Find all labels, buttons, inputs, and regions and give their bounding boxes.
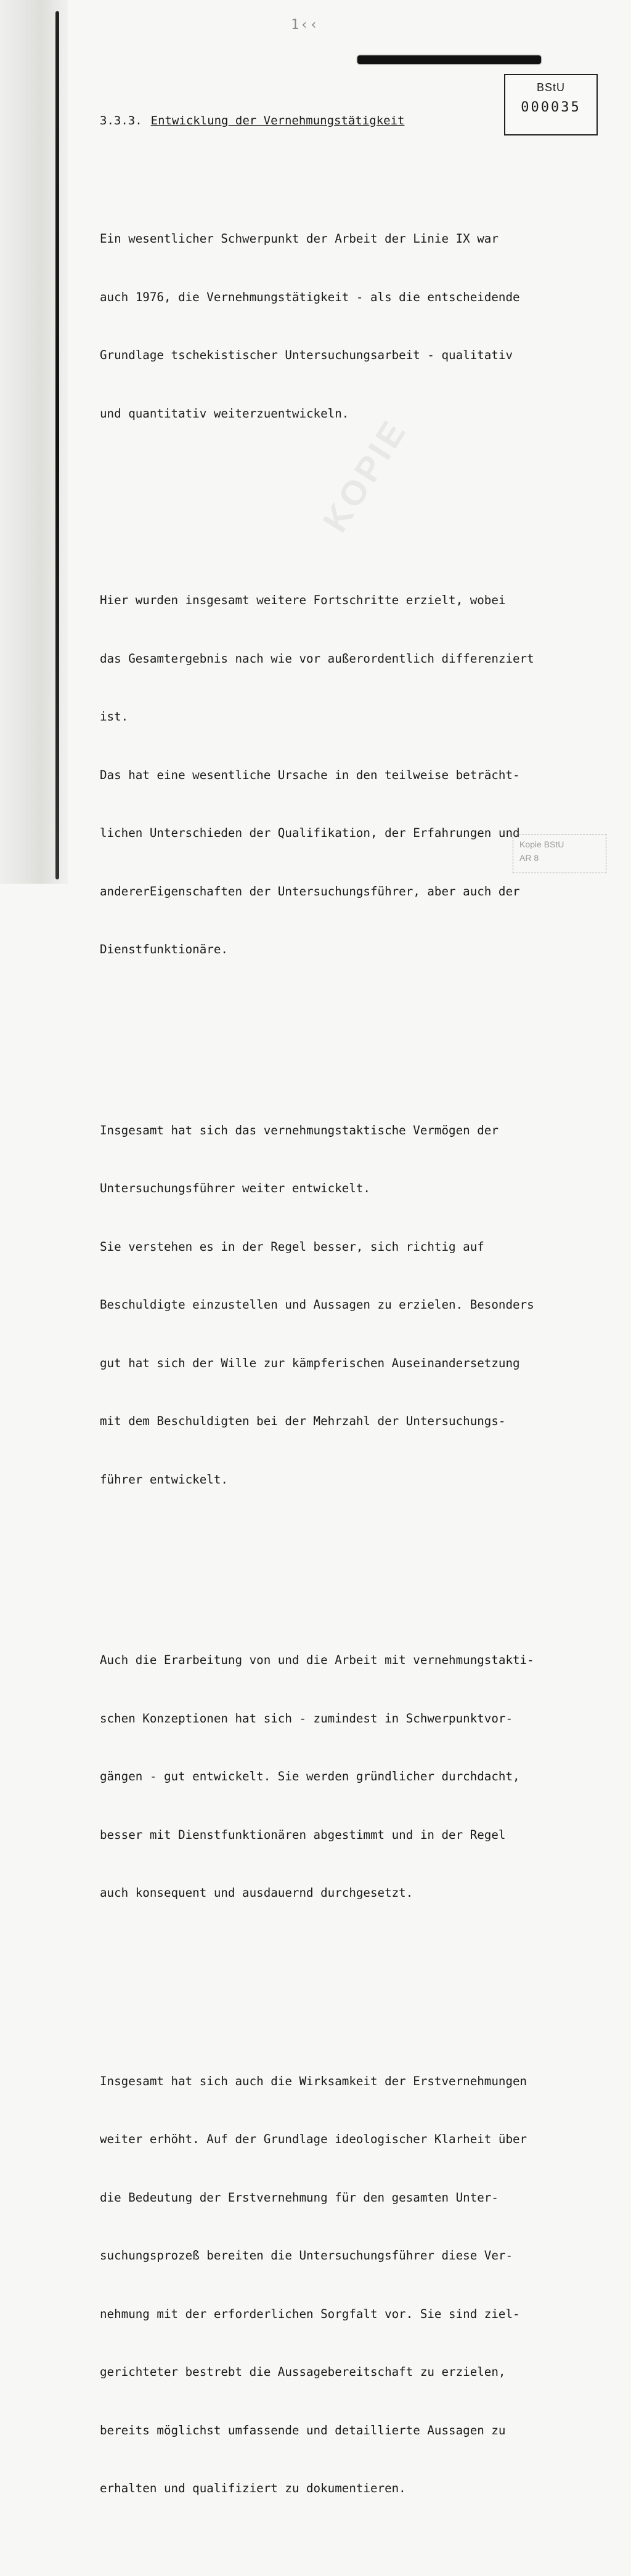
text-line: gängen - gut entwickelt. Sie werden gründlicher durchdacht, bbox=[100, 1769, 520, 1783]
page-number: 1‹‹ bbox=[291, 17, 319, 33]
archive-stamp-org: BStU bbox=[536, 81, 565, 94]
text-line: Insgesamt hat sich das vernehmungstaktische Vermögen der bbox=[100, 1123, 499, 1137]
binding-line bbox=[55, 11, 59, 879]
text-line: Auch die Erarbeitung von und die Arbeit mit vernehmungstakti- bbox=[100, 1653, 534, 1667]
text-line: auch konsequent und ausdauernd durchgesetzt. bbox=[100, 1886, 413, 1900]
text-line: lichen Unterschieden der Qualifikation, der Erfahrungen und bbox=[100, 826, 520, 840]
text-line: gut hat sich der Wille zur kämpferischen Auseinandersetzung bbox=[100, 1355, 520, 1370]
text-line: Dienstfunktionäre. bbox=[100, 942, 228, 956]
text-line: Grundlage tschekistischer Untersuchungsarbeit - qualitativ bbox=[100, 348, 513, 362]
text-line: mit dem Beschuldigten bei der Mehrzahl der Untersuchungs- bbox=[100, 1414, 506, 1428]
text-line: schen Konzeptionen hat sich - zumindest in Schwerpunktvor- bbox=[100, 1711, 513, 1726]
section-number: 3.3.3. bbox=[100, 114, 142, 127]
text-line: die Bedeutung der Erstvernehmung für den gesamten Unter- bbox=[100, 2190, 499, 2205]
paragraph-gap bbox=[100, 1037, 593, 1043]
paragraph-3 bbox=[100, 1082, 593, 1528]
section-heading bbox=[100, 113, 482, 128]
text-line: auch 1976, die Vernehmungstätigkeit - als die entscheidende bbox=[100, 289, 520, 304]
text-line: besser mit Dienstfunktionären abgestimmt und in der Regel bbox=[100, 1827, 506, 1842]
copy-stamp bbox=[513, 834, 606, 873]
text-line: erhalten und qualifiziert zu dokumentieren. bbox=[100, 2481, 406, 2495]
text-line: Insgesamt hat sich auch die Wirksamkeit der Erstvernehmungen bbox=[100, 2073, 527, 2088]
text-line: ist. bbox=[100, 709, 129, 724]
text-line: bereits möglichst umfassende und detaillierte Aussagen zu bbox=[100, 2423, 506, 2437]
text-line: suchungsprozeß bereiten die Untersuchungsführer diese Ver- bbox=[100, 2248, 513, 2263]
archive-stamp bbox=[504, 74, 598, 135]
paragraph-2 bbox=[100, 552, 593, 998]
text-line: nehmung mit der erforderlichen Sorgfalt vor. Sie sind ziel- bbox=[100, 2306, 520, 2321]
section-title: Entwicklung der Vernehmungstätigkeit bbox=[150, 114, 405, 127]
copy-stamp-line2: AR 8 bbox=[519, 853, 539, 863]
redaction-bar bbox=[357, 55, 541, 64]
text-line: und quantitativ weiterzuentwickeln. bbox=[100, 406, 349, 421]
text-line: Beschuldigte einzustellen und Aussagen zu erzielen. Besonders bbox=[100, 1298, 534, 1312]
text-line: das Gesamtergebnis nach wie vor außerordentlich differenziert bbox=[100, 651, 534, 666]
text-line: Sie verstehen es in der Regel besser, sich richtig auf bbox=[100, 1239, 484, 1254]
paragraph-4 bbox=[100, 1612, 593, 1942]
paragraph-5 bbox=[100, 2033, 593, 2537]
paragraph-gap bbox=[100, 1567, 593, 1573]
paragraph-1 bbox=[100, 190, 593, 462]
text-line: Ein wesentlicher Schwerpunkt der Arbeit der Linie IX war bbox=[100, 232, 499, 246]
text-line: andererEigenschaften der Untersuchungsführer, aber auch der bbox=[100, 884, 520, 898]
copy-stamp-line1: Kopie BStU bbox=[519, 839, 564, 849]
paragraph-gap bbox=[100, 501, 593, 513]
text-line: Untersuchungsführer weiter entwickelt. bbox=[100, 1181, 370, 1195]
body-text bbox=[100, 151, 593, 2576]
copy-watermark: KOPIE bbox=[315, 411, 415, 539]
text-line: gerichteter bestrebt die Aussagebereitschaft zu erzielen, bbox=[100, 2365, 506, 2379]
archive-stamp-number: 000035 bbox=[521, 100, 581, 115]
text-line: Das hat eine wesentliche Ursache in den teilweise beträcht- bbox=[100, 767, 520, 782]
text-line: Hier wurden insgesamt weitere Fortschritte erzielt, wobei bbox=[100, 593, 506, 607]
text-line: führer entwickelt. bbox=[100, 1472, 228, 1487]
paragraph-gap bbox=[100, 1980, 593, 1994]
text-line: weiter erhöht. Auf der Grundlage ideologischer Klarheit über bbox=[100, 2132, 527, 2146]
